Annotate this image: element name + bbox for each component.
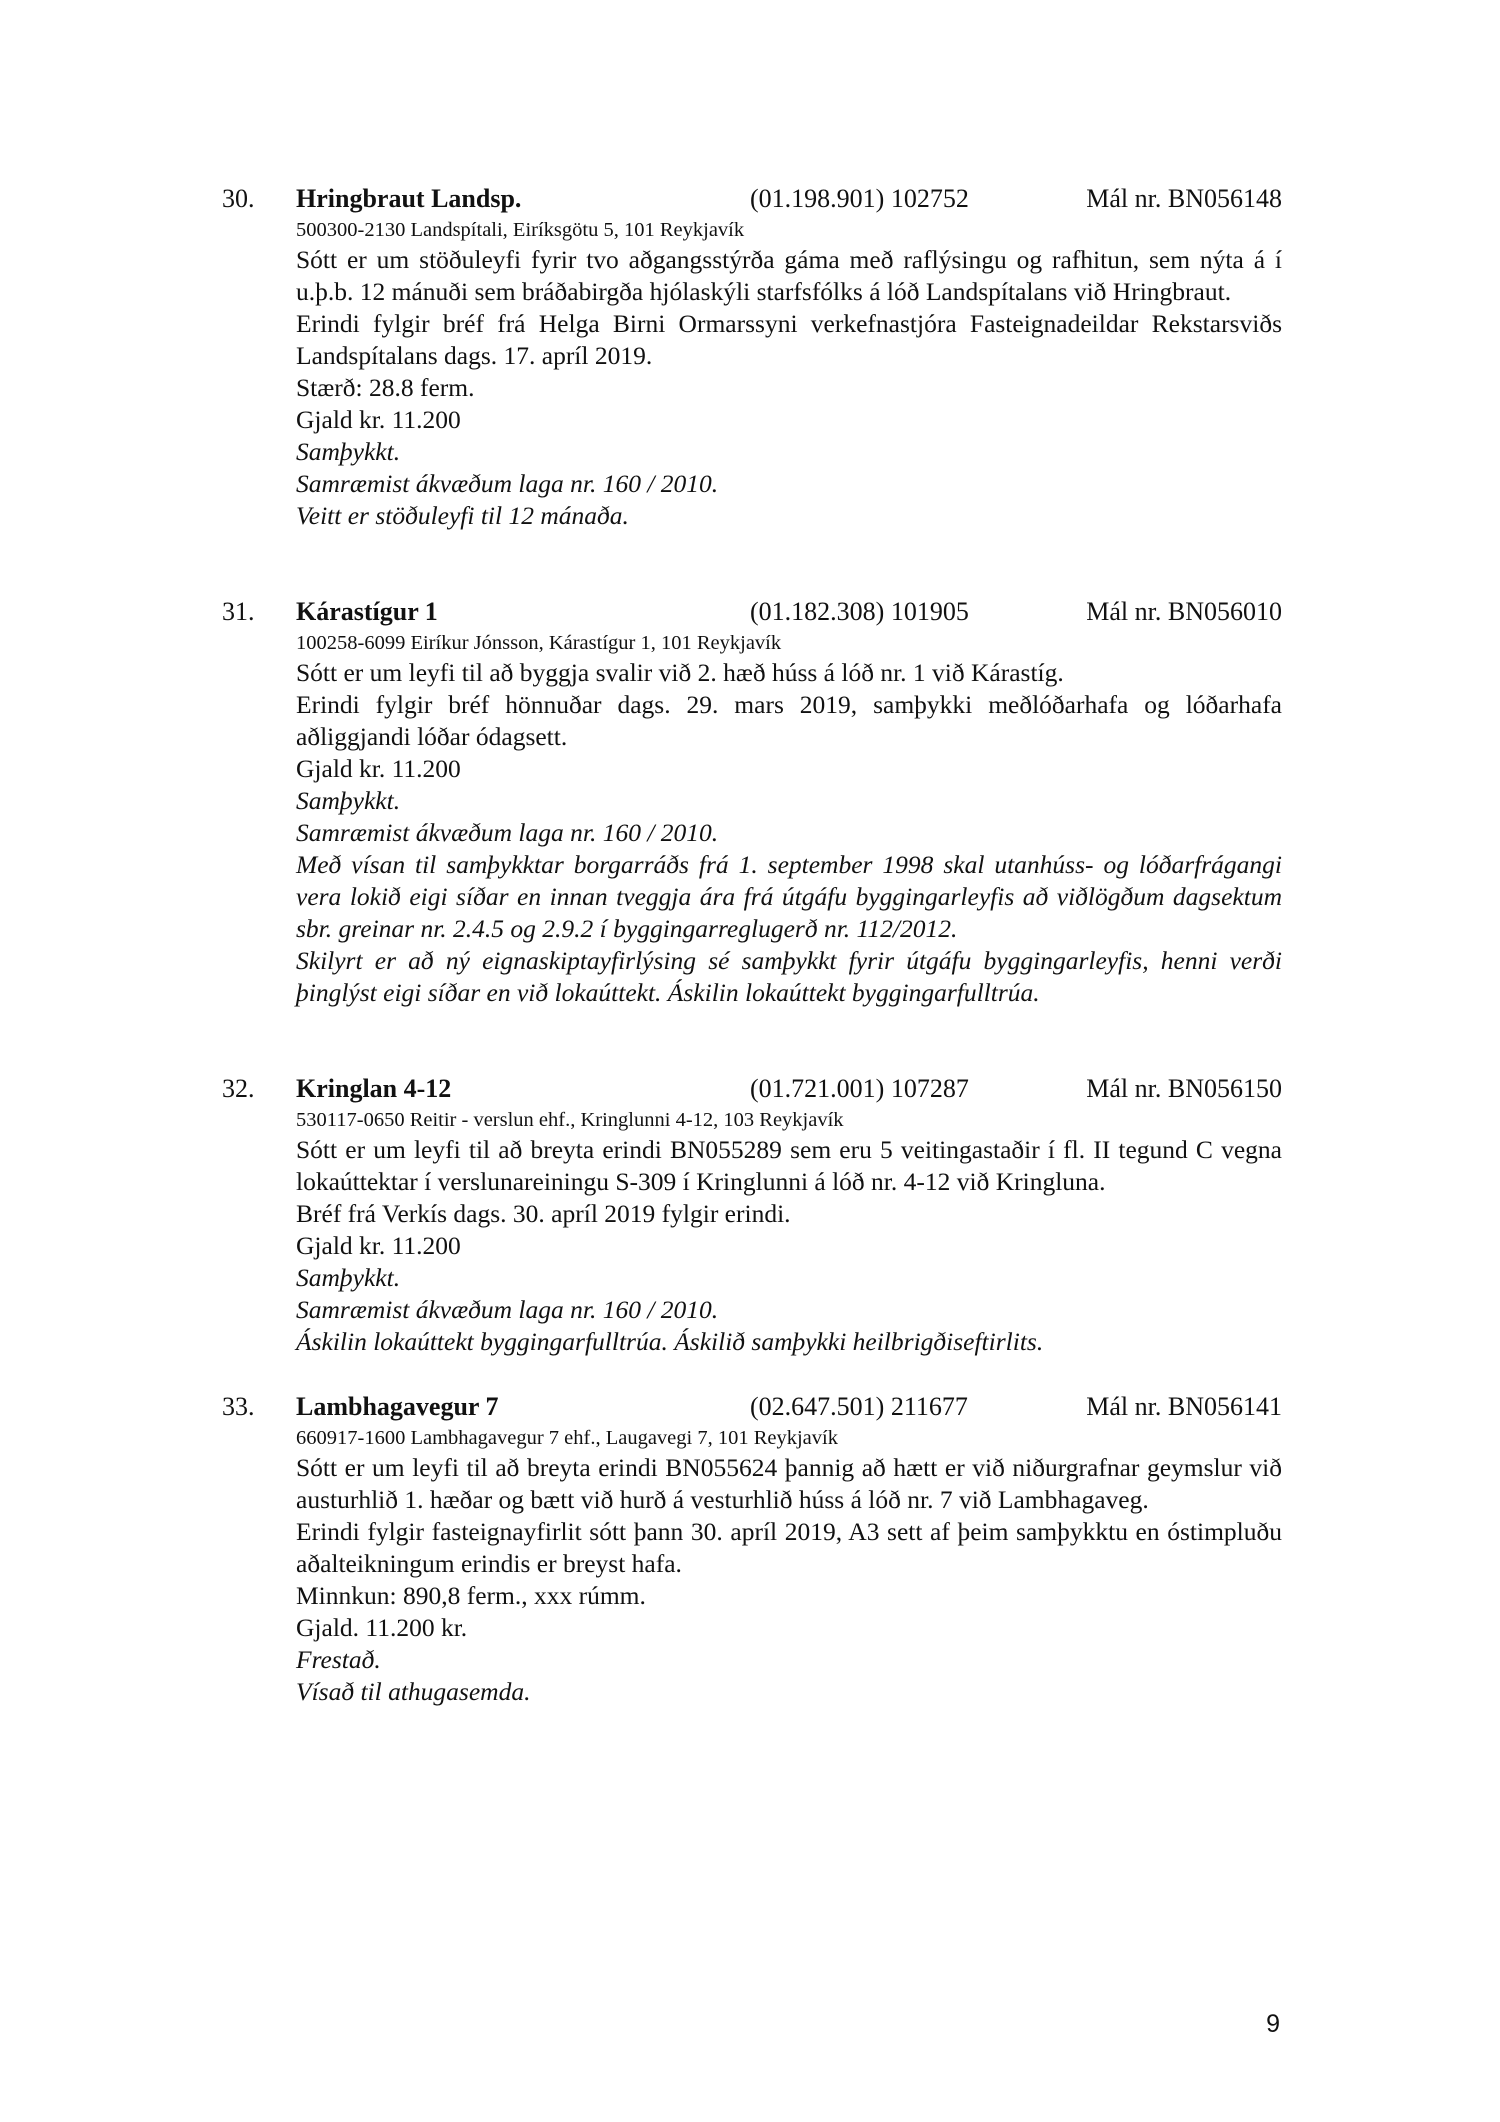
case-entry-32 (222, 1072, 1282, 1358)
entry-paragraph: Samræmist ákvæðum laga nr. 160 / 2010. (296, 818, 719, 847)
entry-body (296, 1106, 1282, 1358)
entry-applicant: 530117-0650 Reitir - verslun ehf., Kringlunni 4-12, 103 Reykjavík (296, 1109, 844, 1131)
entry-applicant: 660917-1600 Lambhagavegur 7 ehf., Laugavegi 7, 101 Reykjavík (296, 1427, 838, 1449)
entry-paragraph: Minnkun: 890,8 ferm., xxx rúmm. (296, 1581, 646, 1610)
entry-case-number: Mál nr. BN056141 (1086, 1392, 1282, 1421)
entry-decision: Samþykkt. (296, 437, 401, 466)
entry-applicant: 500300-2130 Landspítali, Eiríksgötu 5, 101 Reykjavík (296, 219, 745, 241)
entry-paragraph: Erindi fylgir bréf frá Helga Birni Ormarssyni verkefnastjóra Fasteignadeildar Rekstarsviðs Landspítalans dags. 17. apríl 2019. (296, 309, 1282, 370)
entry-decision: Frestað. (296, 1645, 381, 1674)
entry-address: Kringlan 4-12 (296, 1074, 452, 1103)
entry-paragraph: Erindi fylgir bréf hönnuðar dags. 29. mars 2019, samþykki meðlóðarhafa og lóðarhafa aðliggjandi lóðar ódagsett. (296, 690, 1282, 751)
entry-body (296, 1424, 1282, 1708)
entry-paragraph: Erindi fylgir fasteignayfirlit sótt þann 30. apríl 2019, A3 sett af þeim samþykktu en óstimpluðu aðalteikningum erindis er breyst hafa. (296, 1517, 1282, 1578)
case-entry-30 (222, 182, 1282, 532)
entry-header (222, 1390, 1282, 1424)
entry-case-number: Mál nr. BN056010 (1086, 597, 1282, 626)
page-number: 9 (1266, 2010, 1280, 2038)
entry-address: Lambhagavegur 7 (296, 1392, 499, 1421)
entry-number: 30. (222, 184, 255, 213)
entry-decision: Samþykkt. (296, 1263, 401, 1292)
entry-applicant: 100258-6099 Eiríkur Jónsson, Kárastígur 1, 101 Reykjavík (296, 632, 782, 654)
entry-paragraph: Gjald. 11.200 kr. (296, 1613, 468, 1642)
entry-paragraph: Gjald kr. 11.200 (296, 1231, 461, 1260)
entry-number: 31. (222, 597, 255, 626)
case-entry-31 (222, 595, 1282, 1009)
entry-decision: Samþykkt. (296, 786, 401, 815)
entry-paragraph: Vísað til athugasemda. (296, 1677, 531, 1706)
entry-paragraph: Með vísan til samþykktar borgarráðs frá 1. september 1998 skal utanhúss- og lóðarfrágangi vera lokið eigi síðar en innan tveggja ára frá útgáfu byggingarleyfis að viðlögðum dagsektum sbr. greinar nr. 2.4.5 og 2.9.2 í byggingarreglugerð nr. 112/2012. (296, 850, 1282, 943)
entry-header (222, 1072, 1282, 1106)
entry-number: 32. (222, 1074, 255, 1103)
entry-body (296, 629, 1282, 1009)
entry-paragraph: Áskilin lokaúttekt byggingarfulltrúa. Áskilið samþykki heilbrigðiseftirlits. (296, 1327, 1044, 1356)
entry-paragraph: Sótt er um leyfi til að breyta erindi BN055624 þannig að hætt er við niðurgrafnar geymslur við austurhlið 1. hæðar og bætt við hurð á vesturhlið húss á lóð nr. 7 við Lambhagaveg. (296, 1453, 1282, 1514)
entry-paragraph: Gjald kr. 11.200 (296, 405, 461, 434)
case-entry-33 (222, 1390, 1282, 1708)
entry-address: Hringbraut Landsp. (296, 184, 522, 213)
entry-paragraph: Stærð: 28.8 ferm. (296, 373, 475, 402)
entry-lot-number: (02.647.501) 211677 (750, 1392, 968, 1421)
entry-lot-number: (01.198.901) 102752 (750, 184, 969, 213)
entry-paragraph: Samræmist ákvæðum laga nr. 160 / 2010. (296, 469, 719, 498)
entry-case-number: Mál nr. BN056150 (1086, 1074, 1282, 1103)
entry-paragraph: Gjald kr. 11.200 (296, 754, 461, 783)
entry-body (296, 216, 1282, 532)
entry-lot-number: (01.721.001) 107287 (750, 1074, 969, 1103)
entry-paragraph: Bréf frá Verkís dags. 30. apríl 2019 fylgir erindi. (296, 1199, 791, 1228)
entry-header (222, 595, 1282, 629)
entry-paragraph: Sótt er um stöðuleyfi fyrir tvo aðgangsstýrða gáma með raflýsingu og rafhitun, sem nýta á í u.þ.b. 12 mánuði sem bráðabirgða hjólaskýli starfsfólks á lóð Landspítalans við Hringbraut. (296, 245, 1282, 306)
entry-paragraph: Samræmist ákvæðum laga nr. 160 / 2010. (296, 1295, 719, 1324)
entry-paragraph: Veitt er stöðuleyfi til 12 mánaða. (296, 501, 629, 530)
entry-paragraph: Sótt er um leyfi til að byggja svalir við 2. hæð húss á lóð nr. 1 við Kárastíg. (296, 658, 1064, 687)
entry-paragraph: Sótt er um leyfi til að breyta erindi BN055289 sem eru 5 veitingastaðir í fl. II tegund C vegna lokaúttektar í verslunareiningu S-309 í Kringlunni á lóð nr. 4-12 við Kringluna. (296, 1135, 1282, 1196)
entry-header (222, 182, 1282, 216)
entry-lot-number: (01.182.308) 101905 (750, 597, 969, 626)
entry-case-number: Mál nr. BN056148 (1086, 184, 1282, 213)
entry-paragraph: Skilyrt er að ný eignaskiptayfirlýsing sé samþykkt fyrir útgáfu byggingarleyfis, henni verði þinglýst eigi síðar en við lokaúttekt. Áskilin lokaúttekt byggingarfulltrúa. (296, 946, 1282, 1007)
entry-number: 33. (222, 1392, 255, 1421)
entry-address: Kárastígur 1 (296, 597, 438, 626)
